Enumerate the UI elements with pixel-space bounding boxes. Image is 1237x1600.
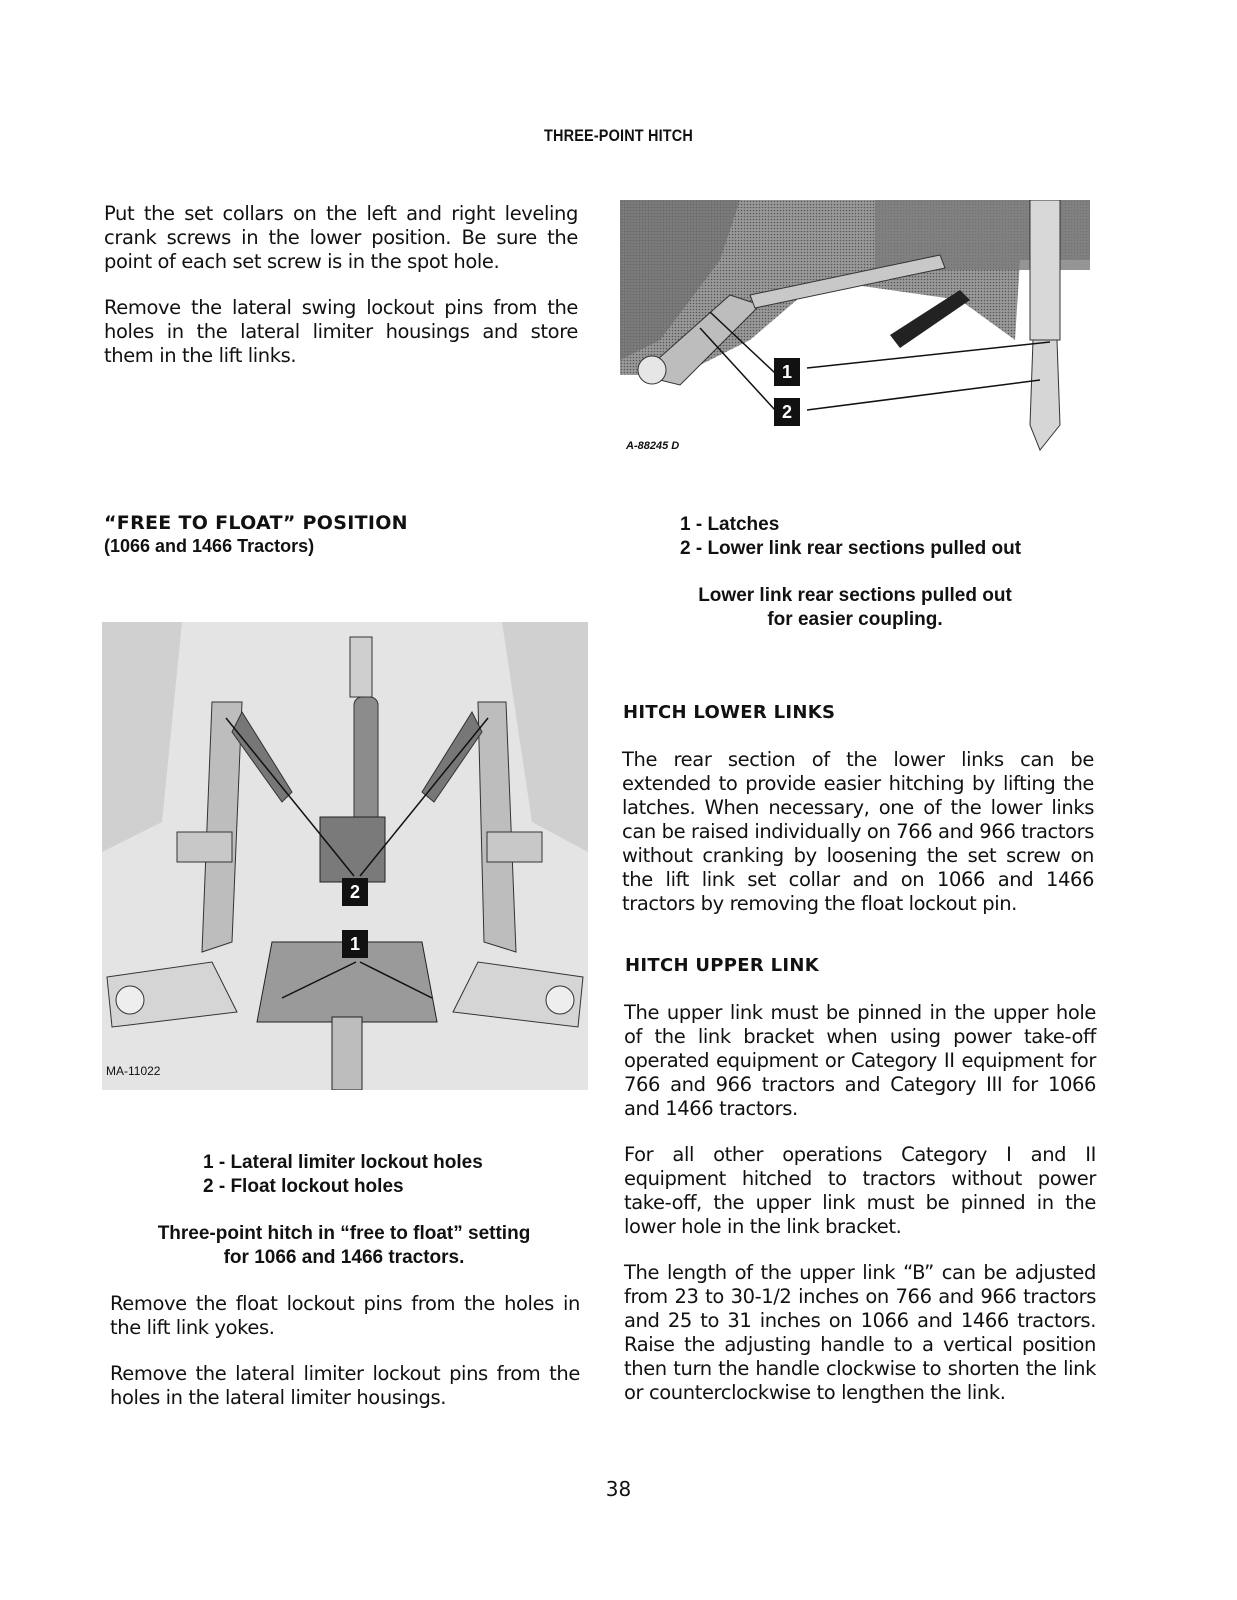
figure-bottom-legend (203, 1151, 483, 1199)
float-heading-line2: (1066 and 1466 Tractors) (104, 536, 315, 556)
figure-top-legend (680, 513, 1021, 561)
figure-bottom-caption (104, 1222, 584, 1270)
legend-item: 1 - Lateral limiter lockout holes (203, 1152, 483, 1173)
lower-links-text (622, 748, 1094, 938)
body-paragraph: The rear section of the lower links can be extended to provide easier hitching by lifting the latches. When necessary, one of the lower links can be raised individually on 766 and 966 tractors without cranking by loosening the set screw on the lift link set collar and on 1066 and 1466 tractors by removing the float lockout pin. (622, 748, 1095, 915)
intro-paragraph: Put the set collars on the left and right leveling crank screws in the lower position. Be sure the point of each set screw is in the spot hole. (104, 202, 578, 273)
callout-1: 1 (342, 930, 368, 958)
caption-line: Three-point hitch in “free to float” setting (157, 1223, 531, 1244)
figure-id-label: MA-11022 (106, 1064, 161, 1078)
legend-item: 2 - Float lockout holes (203, 1176, 404, 1197)
hitch-photo-latches (620, 200, 1090, 455)
callout-1: 1 (774, 358, 800, 386)
three-point-hitch-illustration-icon (102, 622, 588, 1090)
hitch-photo-float (102, 622, 588, 1090)
callout-2: 2 (774, 398, 800, 426)
left-bottom-text (110, 1292, 580, 1432)
upper-link-text (624, 1001, 1096, 1427)
body-paragraph: The upper link must be pinned in the upper hole of the link bracket when using power take-off operated equipment or Category II equipment for 766 and 966 tractors and Category III for 1066 and 1466 tractors. (624, 1001, 1096, 1120)
page-number: 38 (605, 1477, 632, 1501)
caption-line: for easier coupling. (767, 609, 943, 630)
caption-line: Lower link rear sections pulled out (698, 585, 1012, 606)
body-paragraph: The length of the upper link “B” can be adjusted from 23 to 30-1/2 inches on 766 and 966 tractors and 25 to 31 inches on 1066 and 1466 tractors. Raise the adjusting handle to a vertical position then turn the handle clockwise to shorten the link or counterclockwise to lengthen the link. (624, 1261, 1096, 1404)
intro-paragraph: Remove the lateral swing lockout pins from the holes in the lateral limiter housings and store them in the lift links. (104, 296, 578, 367)
body-paragraph: For all other operations Category I and II equipment hitched to tractors without power take-off, the upper link must be pinned in the lower hole in the link bracket. (624, 1143, 1096, 1238)
float-heading-line1: “FREE TO FLOAT” POSITION (104, 512, 408, 534)
page-title: THREE-POINT HITCH (543, 126, 693, 145)
figure-id-label: A-88245 D (626, 440, 680, 452)
figure-top-caption (620, 584, 1090, 632)
upper-link-heading: HITCH UPPER LINK (625, 955, 819, 976)
caption-line: for 1066 and 1466 tractors. (223, 1247, 465, 1268)
hitch-illustration-icon (620, 200, 1090, 455)
legend-item: 2 - Lower link rear sections pulled out (680, 538, 1022, 559)
intro-text (104, 202, 578, 390)
float-heading (104, 512, 408, 558)
body-paragraph: Remove the float lockout pins from the holes in the lift link yokes. (110, 1292, 580, 1339)
callout-2: 2 (342, 878, 368, 906)
body-paragraph: Remove the lateral limiter lockout pins from the holes in the lateral limiter housings. (110, 1362, 580, 1409)
legend-item: 1 - Latches (680, 514, 780, 535)
lower-links-heading: HITCH LOWER LINKS (623, 702, 836, 723)
